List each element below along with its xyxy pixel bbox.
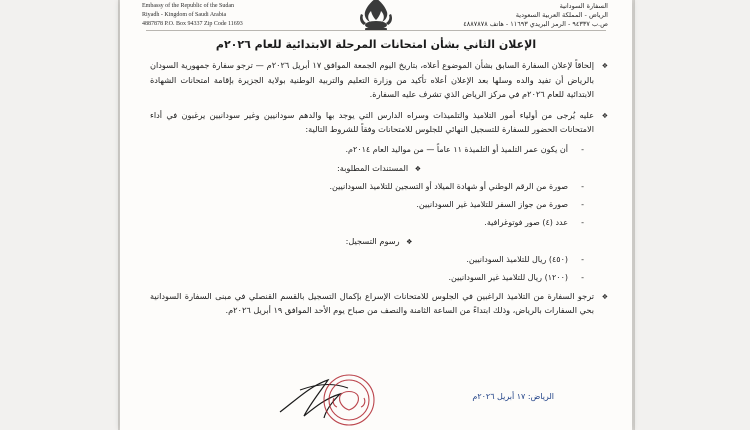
- document-sheet: [120, 0, 632, 430]
- letterhead-arabic-line-2: الرياض - المملكة العربية السعودية: [515, 11, 608, 19]
- paragraph-2: [150, 108, 608, 137]
- signature-date: الرياض: ١٧ أبريل ٢٠٢٦م: [472, 392, 554, 401]
- document-requirement-3: عدد (٤) صور فوتوغرافية.: [484, 217, 568, 227]
- bullet-icon: ❖: [601, 292, 608, 301]
- bullet-icon: ❖: [406, 237, 413, 246]
- dash-icon: -: [581, 199, 584, 209]
- document-requirement-2: صورة من جواز السفر للتلاميذ غير السودانيين.: [416, 199, 568, 209]
- closing-paragraph: [150, 289, 608, 318]
- letterhead: [120, 0, 632, 34]
- list-item: [150, 253, 608, 267]
- closing-paragraph-text: ترجو السفارة من التلاميذ الراغبين في الجلوس للامتحانات الإسراع بإكمال التسجيل بالقسم القنصلي في مبنى السفارة السودانية بحي السفارات بالرياض، وذلك ابتداءً من الساعة الثامنة والنصف من صباح يوم الأحد الموافق ١٩ أبريل ٢٠٢٦م.: [150, 290, 594, 315]
- condition-item-1: [150, 143, 608, 157]
- paragraph-1: [150, 58, 608, 102]
- letterhead-arabic-line-3: ص.ب ٩٤٣٣٧ - الرمز البريدي ١١٦٩٣ - هاتف ٤٨٨٧٨٧٨: [463, 20, 608, 28]
- sudan-national-emblem-icon: [353, 0, 399, 34]
- letterhead-arabic: [463, 2, 608, 29]
- section-heading-documents: [150, 161, 608, 176]
- document-requirement-1: صورة من الرقم الوطني أو شهادة الميلاد أو التسجين للتلاميذ السودانيين.: [329, 181, 568, 191]
- embassy-round-stamp-icon: [310, 372, 388, 428]
- fee-item-1: (٤٥٠) ريال للتلاميذ السودانيين.: [466, 254, 568, 264]
- document-body: [150, 58, 608, 324]
- dash-icon: -: [581, 272, 584, 282]
- bullet-icon: ❖: [414, 164, 422, 173]
- page-title: الإعلان الثاني بشأن امتحانات المرحلة الابتدائية للعام ٢٠٢٦م: [215, 38, 537, 51]
- paragraph-1-text: إلحاقاً لإعلان السفارة السابق بشأن الموضوع أعلاه، بتاريخ اليوم الجمعة الموافق ١٧ أبريل ٢٠٢٦م — ترجو سفارة جمهورية السودان بالرياض أن تفيد والده وسلها بعد الإعلان أعلاه تأكيد من وزارة التعليم والتربية الوطنية بولاية الجزيرة بإقامة امتحانات الشهادة الابتدائية للعام ٢٠٢٦م في مركز الرياض الذي تشرف عليه السفارة.: [150, 60, 594, 99]
- section-heading-fees-text: رسوم التسجيل:: [345, 235, 400, 246]
- letterhead-english-line-3: 4887878 P.O. Box 94337 Zip Code 11693: [142, 21, 243, 27]
- list-item: [150, 271, 608, 285]
- dash-icon: -: [581, 217, 584, 227]
- dash-icon: -: [581, 254, 584, 264]
- bullet-icon: ❖: [601, 111, 608, 120]
- letterhead-divider: [146, 30, 606, 31]
- list-item: [150, 216, 608, 230]
- fee-item-2: (١٢٠٠) ريال للتلاميذ غير السودانيين.: [448, 272, 568, 282]
- section-heading-fees: [150, 234, 608, 249]
- page-margin-left: [0, 0, 120, 430]
- section-heading-documents-text: المستندات المطلوبة:: [336, 162, 409, 173]
- list-item: [150, 198, 608, 212]
- page-margin-right: [635, 0, 750, 430]
- condition-item-1-text: أن يكون عمر التلميذ أو التلميذة ١١ عاماً — من مواليد العام ٢٠١٤م.: [345, 144, 568, 154]
- dash-icon: -: [581, 144, 584, 154]
- letterhead-english-line-1: Embassy of the Republic of the Sudan: [142, 3, 234, 9]
- letterhead-arabic-line-1: السفارة السودانية: [559, 2, 608, 10]
- bullet-icon: ❖: [601, 62, 608, 70]
- letterhead-english: [142, 2, 243, 29]
- paragraph-2-text: عليه يُرجى من أولياء أمور التلاميذ والتلميذات وسراه الدارس التي يوجد بها والدهم سودانيين وغير سودانيين يرغبون في أداء الامتحانات الحضور للسفارة للتسجيل النهائي للجلوس للامتحانات وفقاً للشروط التالية:: [150, 109, 594, 134]
- letterhead-english-line-2: Riyadh - Kingdom of Saudi Arabia: [142, 12, 227, 18]
- dash-icon: -: [581, 181, 584, 191]
- list-item: [150, 180, 608, 194]
